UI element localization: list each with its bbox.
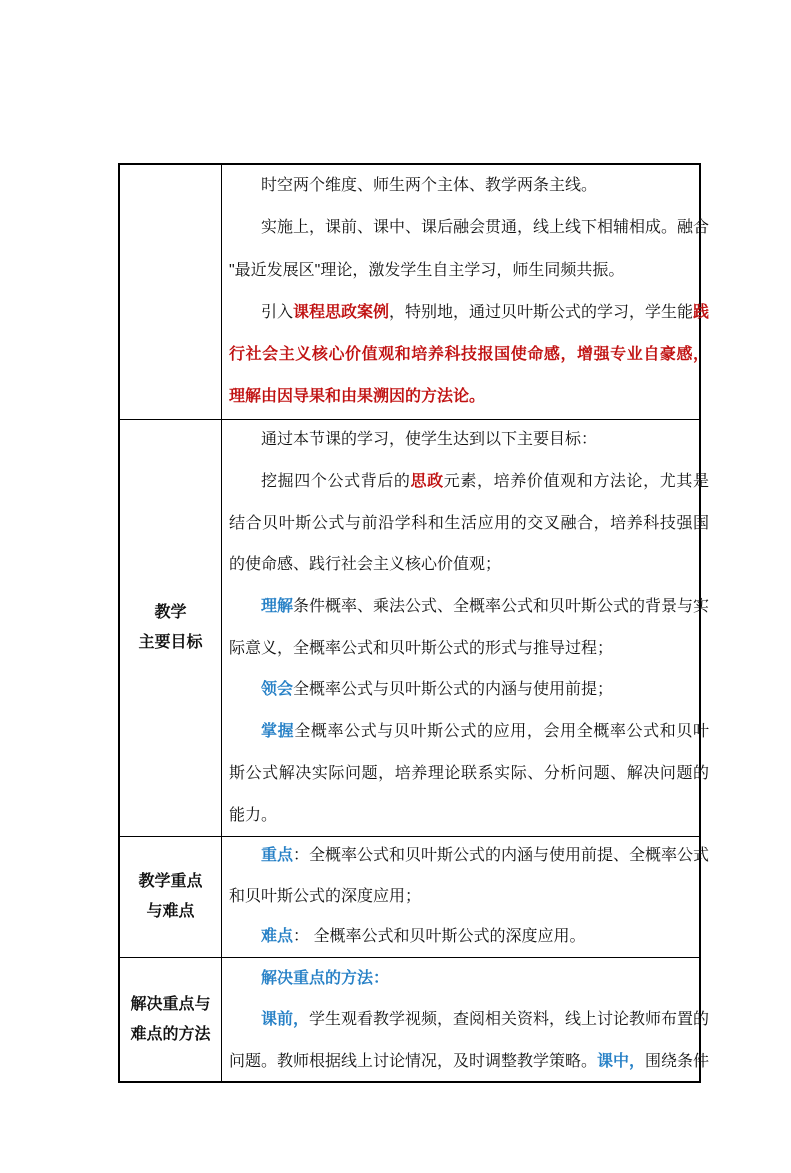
text-segment-normal: 挖掘四个公式背后的: [261, 472, 411, 490]
text-line: [229, 628, 709, 670]
table-row-methods: [120, 957, 710, 1083]
text-segment-normal: 引入: [261, 303, 294, 321]
text-segment-normal: ： 全概率公式和贝叶斯公式的深度应用。: [293, 927, 586, 945]
text-line: [229, 917, 709, 957]
text-line: [229, 836, 709, 876]
text-segment-normal: 围绕条件: [645, 1052, 710, 1070]
text-line: [229, 165, 709, 207]
text-line: [229, 503, 709, 545]
text-segment-blue: 难点: [261, 927, 294, 945]
text-segment-normal: 时空两个维度、师生两个主体、教学两条主线。: [261, 177, 598, 194]
text-segment-red: 课程思政案例: [293, 303, 390, 321]
text-segment-blue: 课中，: [597, 1052, 646, 1070]
text-line: [229, 376, 709, 418]
text-segment-normal: 实施上，课前、课中、课后融会贯通，线上线下相辅相成。融合: [261, 219, 710, 237]
text-segment-red: 行社会主义核心价值观和培养科技报国使命感，增强专业自豪感，: [229, 346, 710, 364]
text-segment-normal: 的使命感、践行社会主义核心价值观；: [229, 556, 502, 574]
table-row-key-difficult-points: [120, 836, 710, 957]
text-segment-normal: 通过本节课的学习，使学生达到以下主要目标：: [261, 431, 598, 449]
text-segment-normal: 元素，培养价值观和方法论，尤其是: [443, 472, 710, 490]
text-line: [229, 711, 709, 753]
text-segment-red: 践: [693, 303, 710, 321]
text-segment-normal: 和贝叶斯公式的深度应用；: [229, 887, 422, 905]
content-cell-teaching-goals: [222, 420, 715, 836]
text-segment-red: 理解由因导果和由果溯因的方法论。: [229, 388, 486, 406]
text-line: [229, 795, 709, 837]
text-line: [229, 334, 709, 376]
text-segment-blue: 领会: [261, 681, 294, 699]
text-segment-normal: 全概率公式与贝叶斯公式的内涵与使用前提；: [293, 681, 614, 699]
table-row-teaching-goals: [120, 419, 710, 836]
header-cell-methods: [120, 958, 222, 1083]
text-segment-normal: 能力。: [229, 806, 278, 824]
header-line: 与难点: [146, 902, 195, 920]
text-segment-normal: 际意义，全概率公式和贝叶斯公式的形式与推导过程；: [229, 639, 614, 657]
text-line: [229, 292, 709, 334]
text-segment-normal: 学生观看教学视频，查阅相关资料，线上讨论教师布置的: [309, 1011, 710, 1029]
content-cell-overview: [222, 165, 715, 419]
header-line: 教学: [154, 603, 187, 621]
text-line: [229, 669, 709, 711]
text-segment-blue: 重点: [261, 847, 294, 865]
text-segment-normal: 问题。教师根据线上讨论情况，及时调整教学策略。: [229, 1052, 598, 1070]
content-cell-methods: [222, 958, 715, 1083]
text-line: [229, 419, 709, 461]
text-segment-normal: 结合贝叶斯公式与前沿学科和生活应用的交叉融合，培养科技强国: [229, 514, 710, 532]
text-segment-blue: 理解: [261, 598, 294, 616]
text-segment-normal: ，特别地，通过贝叶斯公式的学习，学生能: [389, 303, 694, 321]
text-line: [229, 544, 709, 586]
content-cell-key-difficult-points: [222, 837, 715, 957]
lesson-plan-table: [118, 163, 710, 1083]
text-segment-normal: 全概率公式与贝叶斯公式的应用，会用全概率公式和贝叶: [294, 723, 710, 741]
text-line: [229, 586, 709, 628]
header-line: 难点的方法: [130, 1026, 211, 1044]
text-segment-normal: 条件概率、乘法公式、全概率公式和贝叶斯公式的背景与实: [293, 598, 710, 616]
header-line: 解决重点与: [130, 996, 211, 1014]
text-segment-blue: 掌握: [261, 723, 295, 741]
header-line: 主要目标: [138, 633, 203, 651]
header-cell-empty: [120, 165, 222, 419]
text-segment-normal: "最近发展区"理论，激发学生自主学习，师生同频共振。: [229, 261, 625, 279]
text-segment-normal: 斯公式解决实际问题，培养理论联系实际、分析问题、解决问题的: [229, 764, 710, 782]
header-cell-key-difficult-points: [120, 837, 222, 957]
text-line: [229, 753, 709, 795]
text-segment-blue: 课前，: [261, 1011, 310, 1029]
text-line: [229, 250, 709, 292]
text-line: [229, 877, 709, 917]
table-row-overview-continued: [120, 165, 710, 419]
text-line: [229, 461, 709, 503]
header-cell-teaching-goals: [120, 420, 222, 836]
text-line: [229, 1041, 709, 1083]
text-segment-red: 思政: [410, 472, 444, 490]
text-line: [229, 207, 709, 249]
text-line: [229, 958, 709, 1000]
header-line: 教学重点: [138, 872, 203, 890]
text-line: [229, 999, 709, 1041]
text-segment-normal: ：全概率公式和贝叶斯公式的内涵与使用前提、全概率公式: [293, 847, 710, 865]
text-segment-blue: 解决重点的方法：: [261, 969, 390, 987]
